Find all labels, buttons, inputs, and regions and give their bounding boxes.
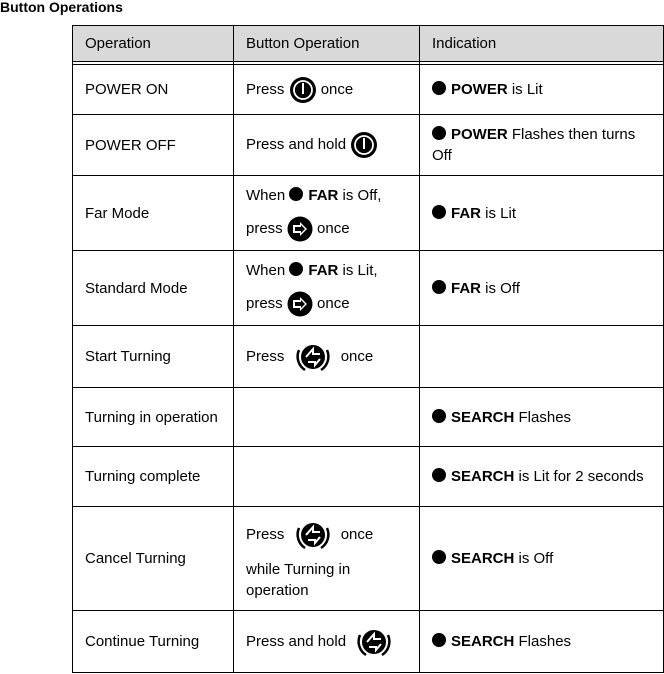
button-operation-cell	[234, 388, 420, 447]
indication-text: is Off	[485, 279, 520, 297]
indicator-dot-icon	[432, 550, 446, 564]
button-operations-table	[72, 25, 664, 673]
button-operation-cell	[234, 507, 420, 611]
operation-cell: Cancel Turning	[73, 507, 234, 611]
button-operation-cell	[234, 611, 420, 673]
table-row	[73, 115, 664, 176]
button-operation-text: once	[317, 294, 350, 312]
table-row	[73, 611, 664, 673]
search-turning-button-icon	[293, 339, 333, 375]
table-header-row	[73, 26, 664, 62]
indication-text: Flashes	[518, 408, 572, 426]
indicator-name: FAR	[308, 261, 339, 279]
indication-cell	[420, 326, 664, 388]
power-button-icon	[350, 131, 378, 159]
button-operation-cell	[234, 251, 420, 326]
button-operation-cell	[234, 65, 420, 115]
operation-cell: Far Mode	[73, 176, 234, 251]
indication-cell	[420, 388, 664, 447]
indication-cell	[420, 611, 664, 673]
operation-cell: POWER OFF	[73, 115, 234, 176]
indicator-dot-icon	[289, 262, 303, 276]
indication-cell	[420, 65, 664, 115]
indication-text: is Lit for 2 seconds	[518, 468, 644, 485]
button-operation-text: When	[246, 261, 286, 279]
operation-cell: POWER ON	[73, 65, 234, 115]
table-row	[73, 251, 664, 326]
search-turning-button-icon	[354, 624, 394, 660]
button-operation-text: When	[246, 186, 286, 204]
indicator-name: SEARCH	[451, 550, 515, 567]
indication-text: Flashes then turns Off	[432, 126, 636, 164]
button-operation-text: Press	[246, 347, 285, 365]
table-row	[73, 388, 664, 447]
button-operation-text: once	[340, 525, 374, 543]
indication-cell	[420, 115, 664, 176]
button-operation-text: press	[246, 294, 283, 312]
indicator-dot-icon	[432, 81, 446, 95]
button-operation-text: press	[246, 219, 283, 237]
indication-cell	[420, 251, 664, 326]
button-operation-text: Press	[246, 525, 285, 543]
indicator-name: POWER	[451, 81, 508, 98]
table-row	[73, 447, 664, 507]
table-row	[73, 176, 664, 251]
indication-text: Flashes	[518, 633, 572, 650]
indication-cell	[420, 507, 664, 611]
button-operation-text: Press and hold	[246, 135, 347, 153]
button-operation-text: once	[317, 219, 350, 237]
indication-text: is Off	[518, 550, 554, 567]
far-mode-button-icon	[287, 216, 313, 242]
table-row	[73, 507, 664, 611]
indication-cell	[420, 176, 664, 251]
button-operation-text: once	[320, 80, 354, 98]
button-operation-text: is Off,	[342, 186, 382, 204]
header-operation: Operation	[73, 26, 234, 62]
section-title: Button Operations	[0, 0, 123, 15]
operation-cell: Continue Turning	[73, 611, 234, 673]
indication-cell	[420, 447, 664, 507]
header-button-operation: Button Operation	[234, 26, 420, 62]
indicator-dot-icon	[432, 205, 446, 219]
indicator-dot-icon	[432, 633, 446, 647]
button-operation-text: while Turning in operation	[246, 560, 351, 599]
power-button-icon	[289, 76, 317, 104]
operation-cell: Start Turning	[73, 326, 234, 388]
operation-cell: Turning complete	[73, 447, 234, 507]
indicator-name: FAR	[451, 279, 481, 297]
indication-text: is Lit	[511, 81, 543, 98]
indicator-dot-icon	[432, 126, 446, 140]
button-operation-text: once	[340, 347, 374, 365]
button-operation-cell	[234, 115, 420, 176]
header-indication: Indication	[420, 26, 664, 62]
search-turning-button-icon	[293, 517, 333, 553]
button-operation-cell	[234, 326, 420, 388]
indication-text: is Lit	[485, 204, 517, 222]
button-operation-text: Press and hold	[246, 632, 347, 650]
indicator-name: POWER	[451, 126, 508, 143]
indicator-name: FAR	[308, 186, 339, 204]
indicator-dot-icon	[289, 187, 303, 201]
button-operation-cell	[234, 176, 420, 251]
button-operation-text: is Lit,	[342, 261, 378, 279]
table-row	[73, 65, 664, 115]
table-row	[73, 326, 664, 388]
indicator-name: SEARCH	[451, 468, 515, 485]
far-mode-button-icon	[287, 291, 313, 317]
indicator-name: SEARCH	[451, 408, 515, 426]
indicator-dot-icon	[432, 280, 446, 294]
indicator-name: FAR	[451, 204, 481, 222]
indicator-dot-icon	[432, 409, 446, 423]
button-operation-text: Press	[246, 80, 285, 98]
operation-cell: Standard Mode	[73, 251, 234, 326]
indicator-name: SEARCH	[451, 633, 515, 650]
indicator-dot-icon	[432, 468, 446, 482]
operation-cell: Turning in operation	[73, 388, 234, 447]
button-operation-cell	[234, 447, 420, 507]
